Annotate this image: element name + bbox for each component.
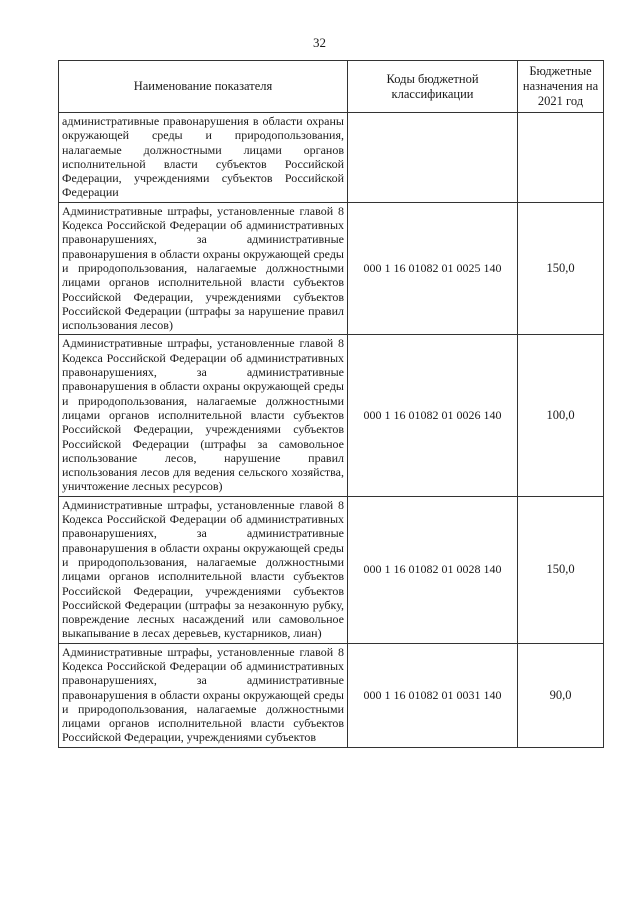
table-row (59, 113, 604, 203)
row-amount: 150,0 (518, 496, 604, 643)
row-description: Административные штрафы, установленные главой 8 Кодекса Российской Федерации об административных правонарушениях, за административные правонарушения в области охраны окружающей среды и природопользования, налагаемые должностными лицами органов исполнительной власти субъектов Российской Федерации, учреждениями субъектов Российской Федерации (штрафы за нарушение правил использования лесов) (59, 202, 348, 335)
table-row (59, 335, 604, 496)
table-header-row (59, 61, 604, 113)
row-amount (518, 113, 604, 203)
row-code: 000 1 16 01082 01 0028 140 (348, 496, 518, 643)
row-code (348, 113, 518, 203)
page-number: 32 (313, 35, 326, 50)
row-code: 000 1 16 01082 01 0031 140 (348, 643, 518, 747)
header-budget: Бюджетные назначения на 2021 год (518, 61, 604, 113)
row-amount: 100,0 (518, 335, 604, 496)
row-description: административные правонарушения в области охраны окружающей среды и природопользования, налагаемые должностными лицами органов исполнительной власти субъектов Российской Федерации, учреждениями субъектов Российской Федерации (59, 113, 348, 203)
row-description: Административные штрафы, установленные главой 8 Кодекса Российской Федерации об административных правонарушениях, за административные правонарушения в области охраны окружающей среды и природопользования, налагаемые должностными лицами органов исполнительной власти субъектов Российской Федерации, учреждениями субъектов Российской Федерации (штрафы за незаконную рубку, повреждение лесных насаждений или самовольное выкапывание в лесах деревьев, кустарников, лиан) (59, 496, 348, 643)
row-description: Административные штрафы, установленные главой 8 Кодекса Российской Федерации об административных правонарушениях, за административные правонарушения в области охраны окружающей среды и природопользования, налагаемые должностными лицами органов исполнительной власти субъектов Российской Федерации, учреждениями субъектов (59, 643, 348, 747)
table-row (59, 643, 604, 747)
row-code: 000 1 16 01082 01 0026 140 (348, 335, 518, 496)
row-amount: 150,0 (518, 202, 604, 335)
table-row (59, 202, 604, 335)
row-description: Административные штрафы, установленные главой 8 Кодекса Российской Федерации об административных правонарушениях, за административные правонарушения в области охраны окружающей среды и природопользования, налагаемые должностными лицами органов исполнительной власти субъектов Российской Федерации, учреждениями субъектов Российской Федерации (штрафы за самовольное использование лесов, нарушение правил использования лесов для ведения сельского хозяйства, уничтожение лесных ресурсов) (59, 335, 348, 496)
table-row (59, 496, 604, 643)
row-code: 000 1 16 01082 01 0025 140 (348, 202, 518, 335)
budget-table (58, 60, 604, 748)
header-codes: Коды бюджетной классификации (348, 61, 518, 113)
header-name: Наименование показателя (59, 61, 348, 113)
row-amount: 90,0 (518, 643, 604, 747)
